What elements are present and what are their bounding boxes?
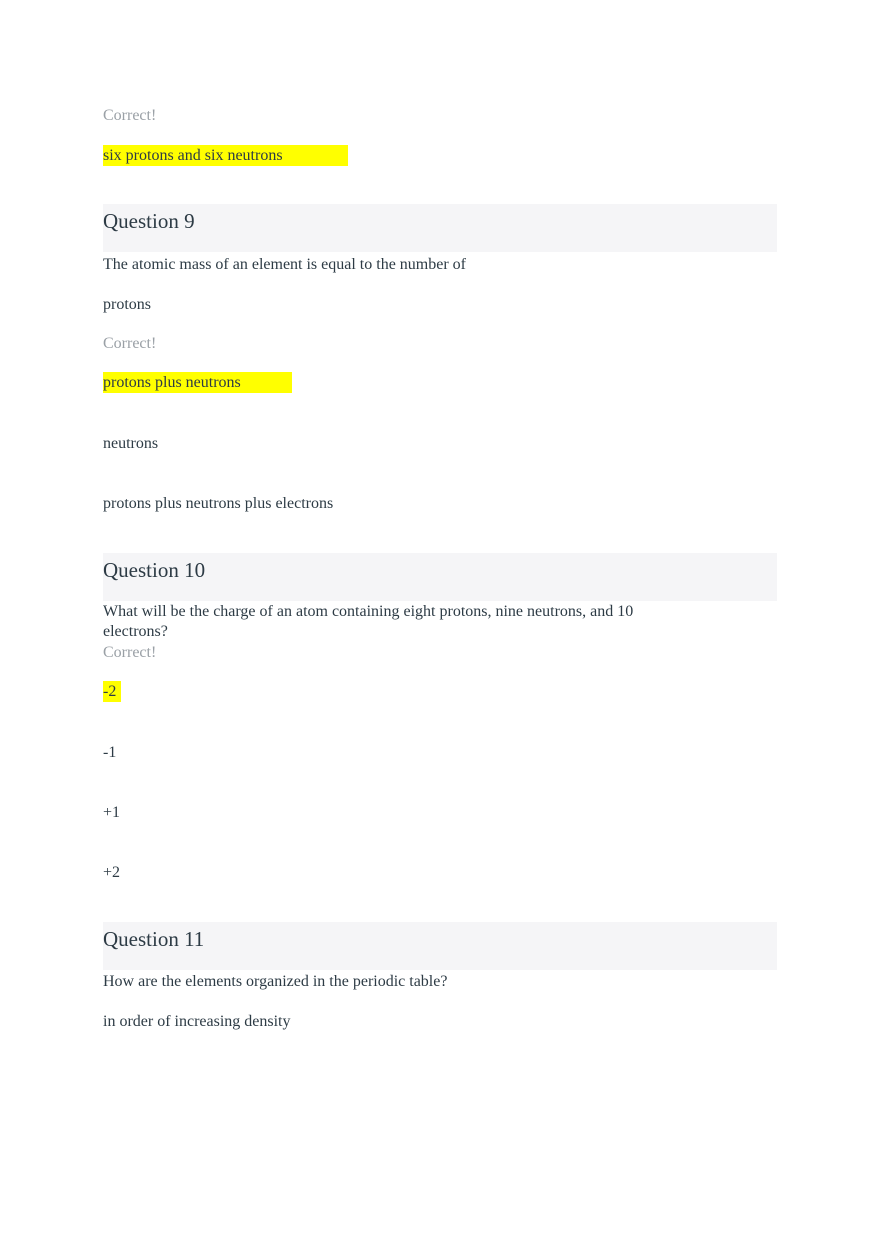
answer-option-label: protons plus neutrons plus electrons [103,495,334,512]
answer-option-label: protons plus neutrons [103,372,292,393]
question-title: Question 10 [103,558,206,582]
answer-option[interactable] [103,743,116,763]
answer-option[interactable] [103,494,333,514]
question-prompt: What will be the charge of an atom containing eight protons, nine neutrons, and 10 electrons? [103,603,634,640]
answer-option-label: +1 [103,804,121,821]
answer-option[interactable] [103,434,158,454]
answer-option-selected[interactable] [103,681,121,702]
answer-option-selected[interactable] [103,145,348,166]
answer-option-label: +2 [103,864,121,881]
correct-label: Correct! [103,335,157,352]
question-prompt: How are the elements organized in the periodic table? [103,973,448,990]
answer-option[interactable] [103,1012,291,1032]
question-title: Question 9 [103,209,195,233]
answer-option-label: -2 [103,681,121,702]
answer-option-label: neutrons [103,435,159,452]
correct-label: Correct! [103,107,157,124]
answer-option-selected[interactable] [103,372,292,393]
correct-label: Correct! [103,644,157,661]
question-header [103,204,777,252]
question-header [103,922,777,970]
answer-option[interactable] [103,295,151,315]
question-prompt: The atomic mass of an element is equal to the number of [103,256,466,273]
answer-option[interactable] [103,863,120,883]
question-header [103,553,777,601]
answer-option-label: protons [103,296,151,313]
answer-option[interactable] [103,803,120,823]
answer-option-label: six protons and six neutrons [103,145,348,166]
question-title: Question 11 [103,927,205,951]
answer-option-label: -1 [103,744,117,761]
answer-option-label: in order of increasing density [103,1013,291,1030]
